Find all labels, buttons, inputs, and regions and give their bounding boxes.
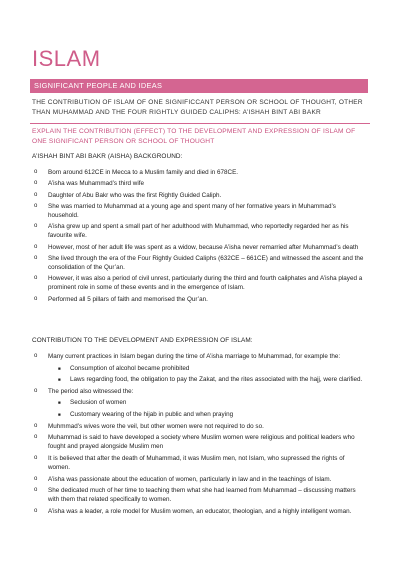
list-item: o A’isha was a leader, a role model for Muslim women, an educator, theologian, and a highly intelligent woman. <box>0 507 366 516</box>
list-item: o She dedicated much of her time to teaching them what she had learned from Muhammad – discussing matters with them that related specifically to women. <box>0 486 366 504</box>
contribution-heading: CONTRIBUTION TO THE DEVELOPMENT AND EXPRESSION OF ISLAM: <box>32 337 253 344</box>
list-item: o Performed all 5 pillars of faith and memorised the Qur’an. <box>0 295 366 304</box>
list-item: o However, it was also a period of civil unrest, particularly during the third and fourth caliphates and A’isha played a prominent role in some of these events and in the emergence of Islam. <box>0 274 366 292</box>
list-item: o Born around 612CE in Mecca to a Muslim family and died in 678CE. <box>0 168 366 177</box>
list-item: o Daughter of Abu Bakr who was the first Rightly Guided Caliph. <box>0 191 366 200</box>
list-item: o Many current practices in Islam began during the time of A’isha marriage to Muhammad, for example the: <box>0 352 366 361</box>
background-heading: A’ISHAH BINT ABI BAKR (AISHA) BACKGROUND: <box>32 153 183 160</box>
list-item: o A’isha was passionate about the education of women, particularly in law and in the teachings of Islam. <box>0 475 366 484</box>
question-heading: EXPLAIN THE CONTRIBUTION (EFFECT) TO THE DEVELOPMENT AND EXPRESSION OF ISLAM OF ONE SIGNIFICANT PERSON OR SCHOOL OF THOUGHT <box>32 128 356 145</box>
list-item: o Muhammad is said to have developed a society where Muslim women were religious and political leaders who fought and prayed alongside Muslim men <box>0 433 366 451</box>
sub-list-item: ■ Seclusion of women <box>0 398 366 407</box>
list-item: o A’isha was Muhammad’s third wife <box>0 179 366 188</box>
section-bar: SIGNIFICANT PEOPLE AND IDEAS <box>30 79 368 93</box>
list-item: o It is believed that after the death of Muhammad, it was Muslim men, not Islam, who supressed the rights of women. <box>0 454 366 472</box>
list-item: o The period also witnessed the: <box>0 387 366 396</box>
sub-list-item: ■ Laws regarding food, the obligation to pay the Zakat, and the rites associated with the hajj, were clarified. <box>0 375 366 384</box>
sub-list-item: ■ Consumption of alcohol became prohibited <box>0 364 366 373</box>
list-item: o However, most of her adult life was spent as a widow, because A’isha never remarried after Muhammad’s death <box>0 243 366 252</box>
list-item: o Muhmmad’s wives wore the veil, but other women were not required to do so. <box>0 422 366 431</box>
page-title: ISLAM <box>32 46 101 71</box>
background-list <box>0 168 400 306</box>
list-item: o She lived through the era of the Four Rightly Guided Caliphs (632CE – 661CE) and witnessed the ascent and the consolidation of the Qur’an. <box>0 254 366 272</box>
divider <box>30 123 370 124</box>
topic-heading: THE CONTRIBUTION OF ISLAM OF ONE SIGNIFICCANT PERSON OR SCHOOL OF THOUGHT, OTHER THAN MUHAMMAD AND THE FOUR RIGHTLY GUIDED CALIPHS: A’ISHAH BINT ABI BAKR <box>32 99 363 116</box>
list-item: o She was married to Muhammad at a young age and spent many of her formative years in Muhammad’s household. <box>0 202 366 220</box>
contribution-list <box>0 352 400 518</box>
list-item: o A’isha grew up and spent a small part of her adulthood with Muhammad, who reportedly regarded her as his favourite wife. <box>0 222 366 240</box>
sub-list-item: ■ Customary wearing of the hijab in public and when praying <box>0 410 366 419</box>
